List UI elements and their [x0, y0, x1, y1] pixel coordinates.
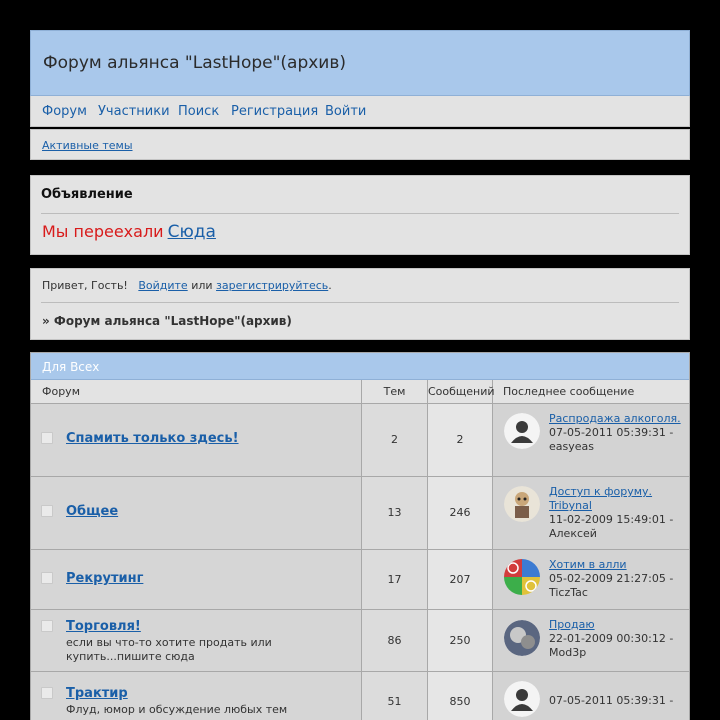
peace-avatar-icon — [504, 559, 540, 595]
last-post-date: 05-02-2009 21:27:05 - — [549, 572, 674, 585]
forum-status-icon — [41, 620, 53, 632]
forum-status-icon — [41, 572, 53, 584]
table-row — [31, 403, 689, 476]
announcement-message: Мы переехали — [42, 222, 164, 241]
last-post-user: Алексей — [549, 527, 597, 540]
posts-count: 246 — [449, 506, 471, 519]
last-post-info — [549, 485, 687, 541]
last-post-date: 07-05-2011 05:39:31 - — [549, 426, 674, 439]
announcement-text — [42, 222, 216, 242]
active-topics-link[interactable]: Активные темы — [42, 139, 133, 152]
forum-link[interactable]: Спамить только здесь! — [66, 431, 239, 446]
col-posts: Сообщений — [428, 380, 493, 403]
last-post-info — [549, 412, 687, 454]
category-header: Для Всех — [31, 353, 689, 380]
posts-count: 2 — [456, 433, 464, 446]
nav-forum[interactable]: Форум — [42, 104, 87, 119]
announcement-title: Объявление — [41, 187, 133, 202]
last-post-date: 11-02-2009 15:49:01 - — [549, 513, 674, 526]
col-topics: Тем — [362, 380, 428, 403]
announcement-box — [30, 175, 690, 255]
forum-link[interactable]: Общее — [66, 504, 119, 519]
forum-link[interactable]: Трактир — [66, 686, 128, 701]
table-row — [31, 476, 689, 549]
posts-count: 207 — [449, 573, 471, 586]
nav-members[interactable]: Участники — [98, 104, 170, 119]
main-nav — [30, 96, 690, 127]
nav-register[interactable]: Регистрация — [231, 104, 319, 119]
last-post-link[interactable]: Распродажа алкоголя. — [549, 412, 681, 425]
posts-count: 850 — [449, 695, 471, 708]
forum-table — [30, 352, 690, 720]
nav-login[interactable]: Войти — [325, 104, 367, 119]
last-post-user: easyeas — [549, 440, 594, 453]
last-post-info — [549, 618, 687, 660]
sub-nav — [30, 129, 690, 160]
topics-count: 13 — [387, 506, 402, 519]
forum-description: если вы что-то хотите продать или купить...пишите сюда — [66, 636, 272, 663]
divider — [41, 213, 679, 214]
forum-status-icon — [41, 505, 53, 517]
board-header — [30, 30, 690, 96]
table-row — [31, 609, 689, 671]
welcome-box — [30, 268, 690, 340]
or-text: или — [191, 279, 213, 292]
topics-count: 2 — [391, 433, 398, 446]
welcome-line — [42, 279, 332, 292]
board-title: Форум альянса "LastHope"(архив) — [43, 53, 347, 73]
announcement-link[interactable]: Сюда — [167, 222, 216, 242]
last-post-link[interactable]: Хотим в алли — [549, 558, 627, 571]
forum-link[interactable]: Торговля! — [66, 619, 141, 634]
divider — [41, 302, 679, 303]
forum-link[interactable]: Рекрутинг — [66, 571, 144, 586]
forum-description: Флуд, юмор и обсуждение любых тем — [66, 703, 288, 716]
col-forum: Форум — [31, 380, 362, 403]
table-row — [31, 549, 689, 609]
greeting-text: Привет, Гость! — [42, 279, 128, 292]
topics-count: 17 — [387, 573, 402, 586]
forum-status-icon — [41, 432, 53, 444]
col-last-post: Последнее сообщение — [503, 385, 635, 398]
last-post-user: Mod3p — [549, 646, 587, 659]
silhouette-avatar-icon — [504, 413, 540, 449]
register-link[interactable]: зарегистрируйтесь — [216, 279, 329, 292]
last-post-date: 07-05-2011 05:39:31 - — [549, 694, 674, 707]
last-post-link[interactable]: Продаю — [549, 618, 595, 631]
posts-count: 250 — [449, 634, 471, 647]
table-row — [31, 671, 689, 720]
topics-count: 86 — [387, 634, 402, 647]
nav-search[interactable]: Поиск — [178, 104, 220, 119]
last-post-info — [549, 558, 687, 600]
silhouette-avatar-icon — [504, 681, 540, 717]
login-link[interactable]: Войдите — [138, 279, 188, 292]
photo-avatar-icon — [504, 620, 540, 656]
period-text: . — [328, 279, 332, 292]
last-post-date: 22-01-2009 00:30:12 - — [549, 632, 674, 645]
forum-status-icon — [41, 687, 53, 699]
last-post-link[interactable]: Доступ к форуму. Tribynal — [549, 485, 653, 512]
table-header — [31, 380, 689, 403]
cartoon-avatar-icon — [504, 486, 540, 522]
breadcrumb: » Форум альянса "LastHope"(архив) — [42, 314, 292, 328]
last-post-user: TiczTac — [549, 586, 588, 599]
last-post-info — [549, 694, 687, 708]
topics-count: 51 — [387, 695, 402, 708]
